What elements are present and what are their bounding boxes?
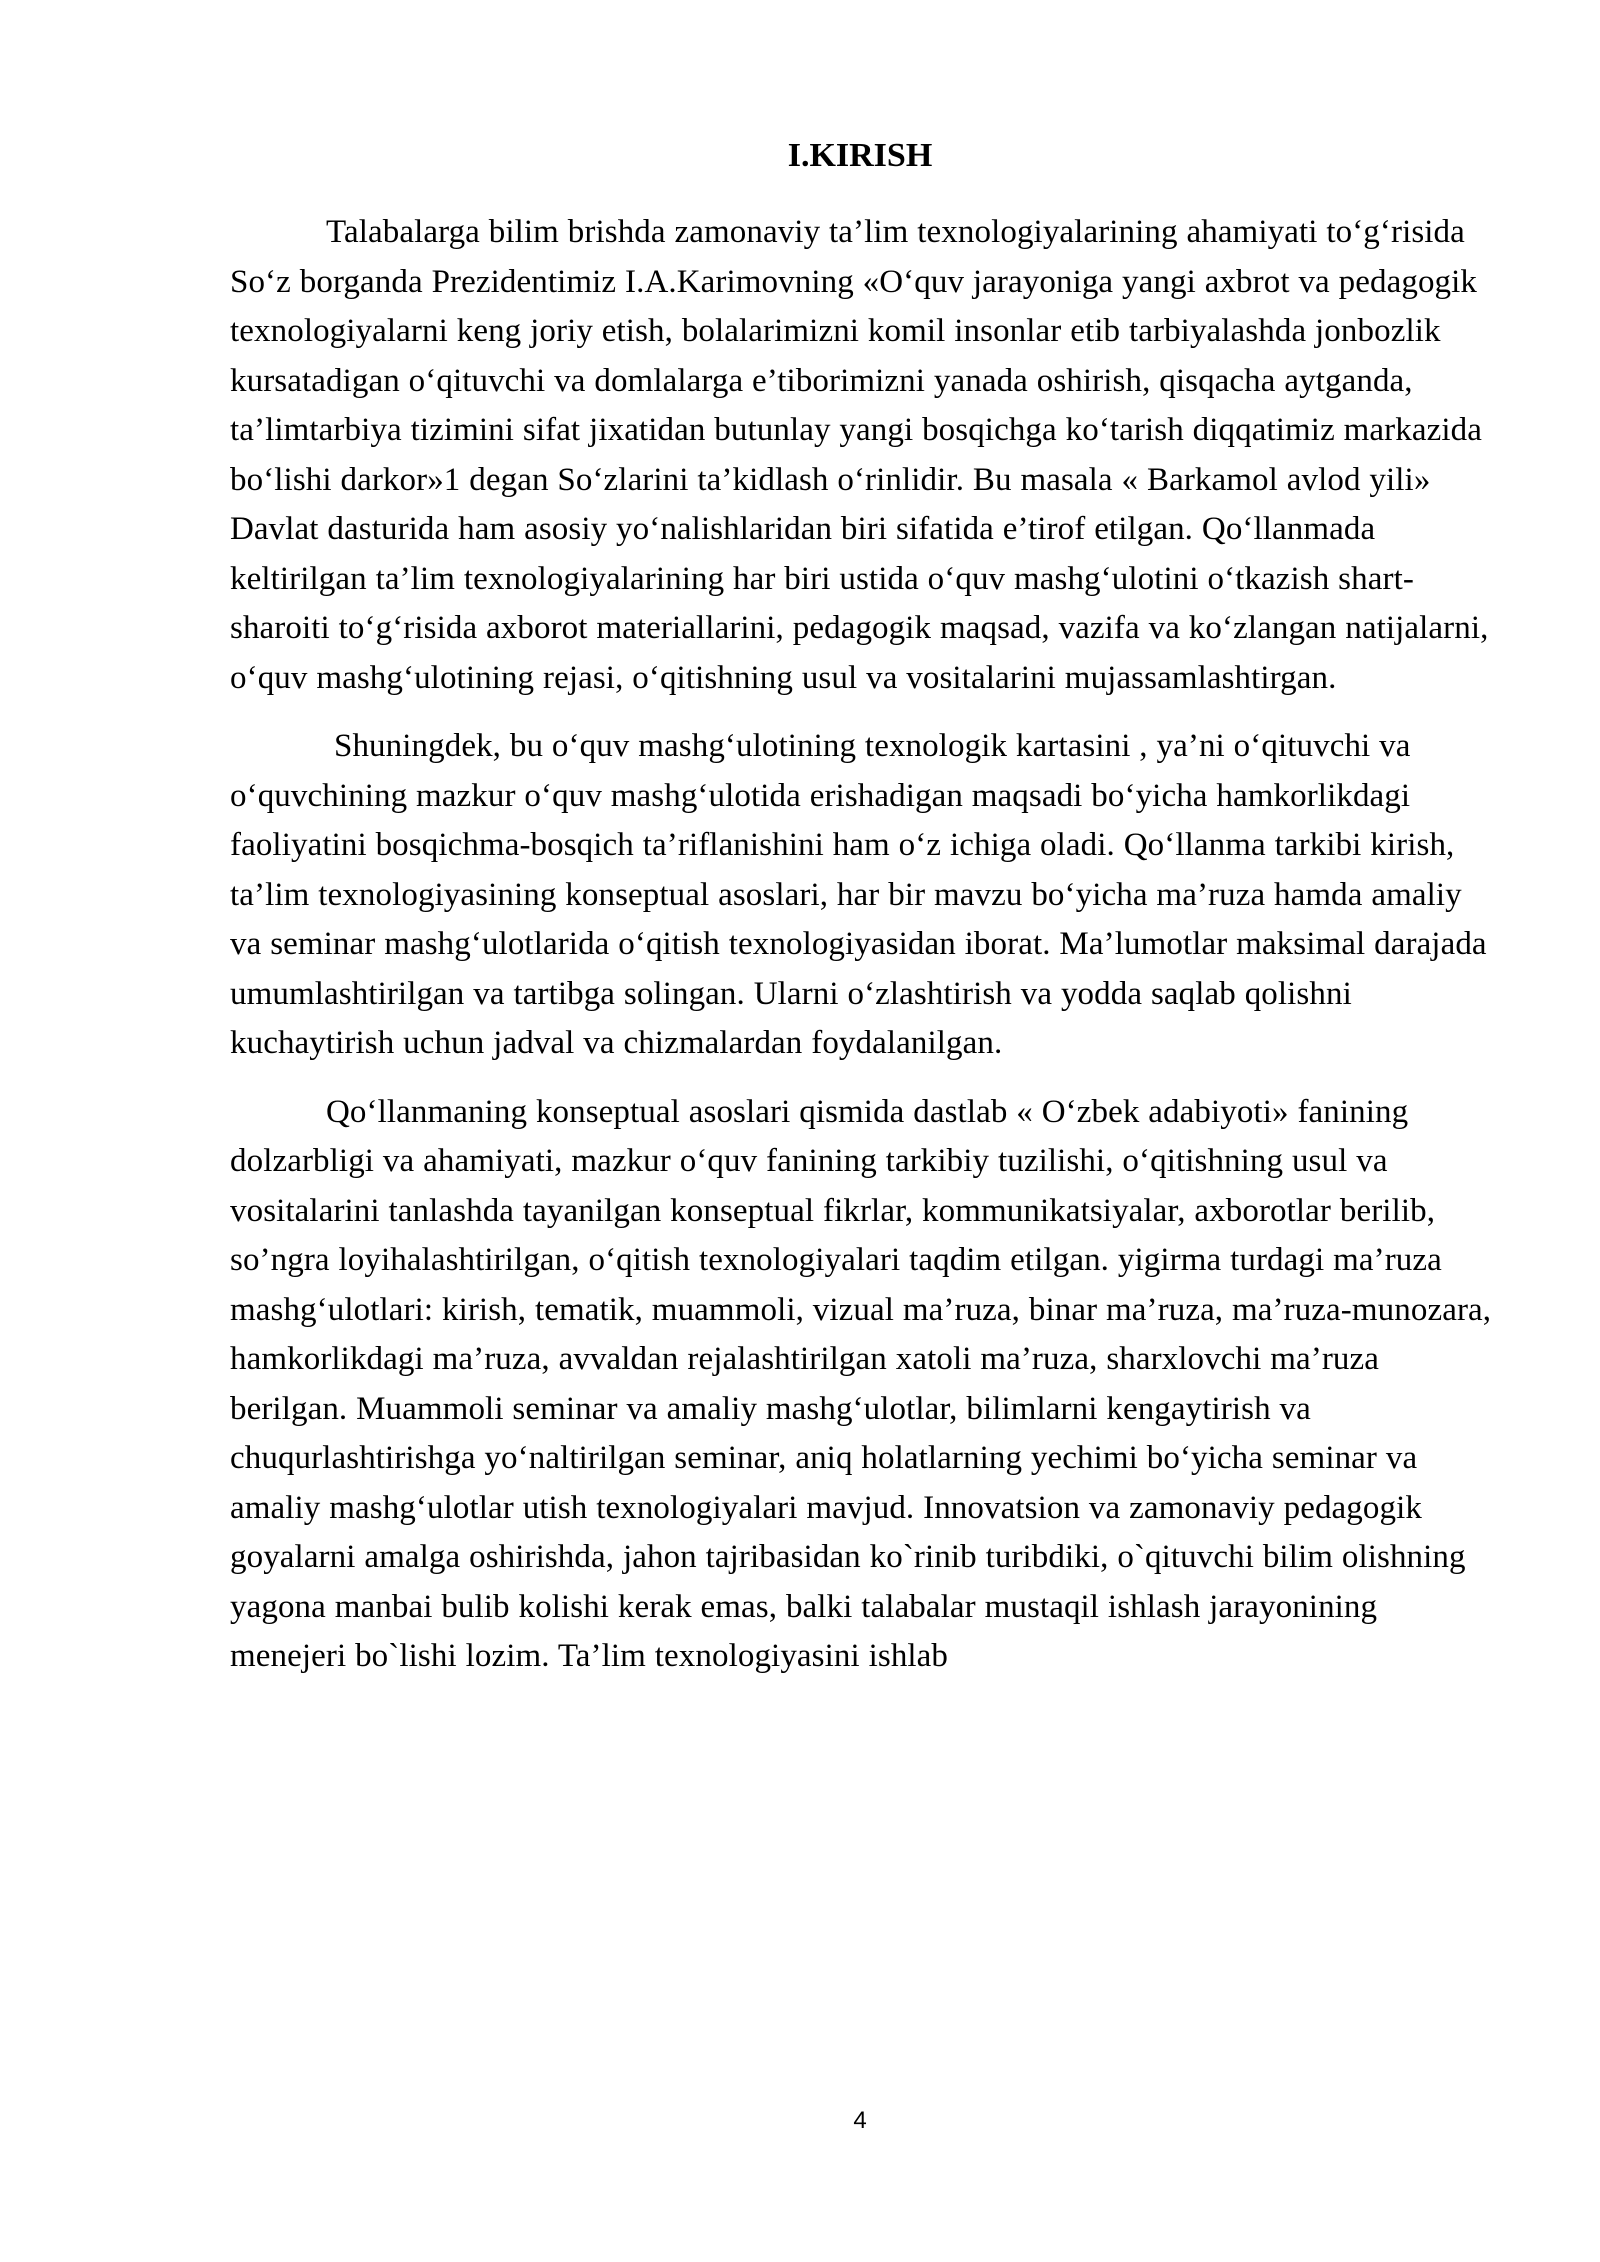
paragraph-1: Talabalarga bilim brishda zamonaviy ta’lim texnologiyalarining ahamiyati to‘g‘risida So‘z borganda Prezidentimiz I.A.Karimovning «O‘quv jarayoniga yangi axbrot va pedagogik texnologiyalarni keng joriy etish, bolalarimizni komil insonlar etib tarbiyalashda jonbozlik kursatadigan o‘qituvchi va domlalarga e’tiborimizni yanada oshirish, qisqacha aytganda, ta’limtarbiya tizimini sifat jixatidan butunlay yangi bosqichga ko‘tarish diqqatimiz markazida bo‘lishi darkor»1 degan So‘zlarini ta’kidlash o‘rinlidir. Bu masala « Barkamol avlod yili» Davlat dasturida ham asosiy yo‘nalishlaridan biri sifatida e’tirof etilgan. Qo‘llanmada keltirilgan ta’lim texnologiyalarining har biri ustida o‘quv mashg‘ulotini o‘tkazish shart-sharoiti to‘g‘risida axborot materiallarini, pedagogik maqsad, vazifa va ko‘zlangan natijalarni, o‘quv mashg‘ulotining rejasi, o‘qitishning usul va vositalarini mujassamlashtirgan. [230,214,1489,696]
paragraph-3: Qo‘llanmaning konseptual asoslari qismida dastlab « O‘zbek adabiyoti» fanining dolzarbligi va ahamiyati, mazkur o‘quv fanining tarkibiy tuzilishi, o‘qitishning usul va vositalarini tanlashda tayanilgan konseptual fikrlar, kommunikatsiyalar, axborotlar berilib, so’ngra loyihalashtirilgan, o‘qitish texnologiyalari taqdim etilgan. yigirma turdagi ma’ruza mashg‘ulotlari: kirish, tematik, muammoli, vizual ma’ruza, binar ma’ruza, ma’ruza-munozara, hamkorlikdagi ma’ruza, avvaldan rejalashtirilgan xatoli ma’ruza, sharxlovchi ma’ruza berilgan. Muammoli seminar va amaliy mashg‘ulotlar, bilimlarni kengaytirish va chuqurlashtirishga yo‘naltirilgan seminar, aniq holatlarning yechimi bo‘yicha seminar va amaliy mashg‘ulotlar utish texnologiyalari mavjud. Innovatsion va zamonaviy pedagogik goyalarni amalga oshirishda, jahon tajribasidan ko`rinib turibdiki, o`qituvchi bilim olishning yagona manbai bulib kolishi kerak emas, balki talabalar mustaqil ishlash jarayonining menejeri bo`lishi lozim. Ta’lim texnologiyasini ishlab [230,1093,1492,1674]
page-number: 4 [853,2107,867,2134]
paragraph-2: Shuningdek, bu o‘quv mashg‘ulotining texnologik kartasini , ya’ni o‘qituvchi va o‘quvchining mazkur o‘quv mashg‘ulotida erishadigan maqsadi bo‘yicha hamkorlikdagi faoliyatini bosqichma-bosqich ta’riflanishini ham o‘z ichiga oladi. Qo‘llanma tarkibi kirish, ta’lim texnologiyasining konseptual asoslari, har bir mavzu bo‘yicha ma’ruza hamda amaliy va seminar mashg‘ulotlarida o‘qitish texnologiyasidan iborat. Ma’lumotlar maksimal darajada umumlashtirilgan va tartibga solingan. Ularni o‘zlashtirish va yodda saqlab qolishni kuchaytirish uchun jadval va chizmalardan foydalanilgan. [230,728,1487,1061]
section-heading: I.KIRISH [787,137,933,174]
body-text [230,208,1494,1701]
